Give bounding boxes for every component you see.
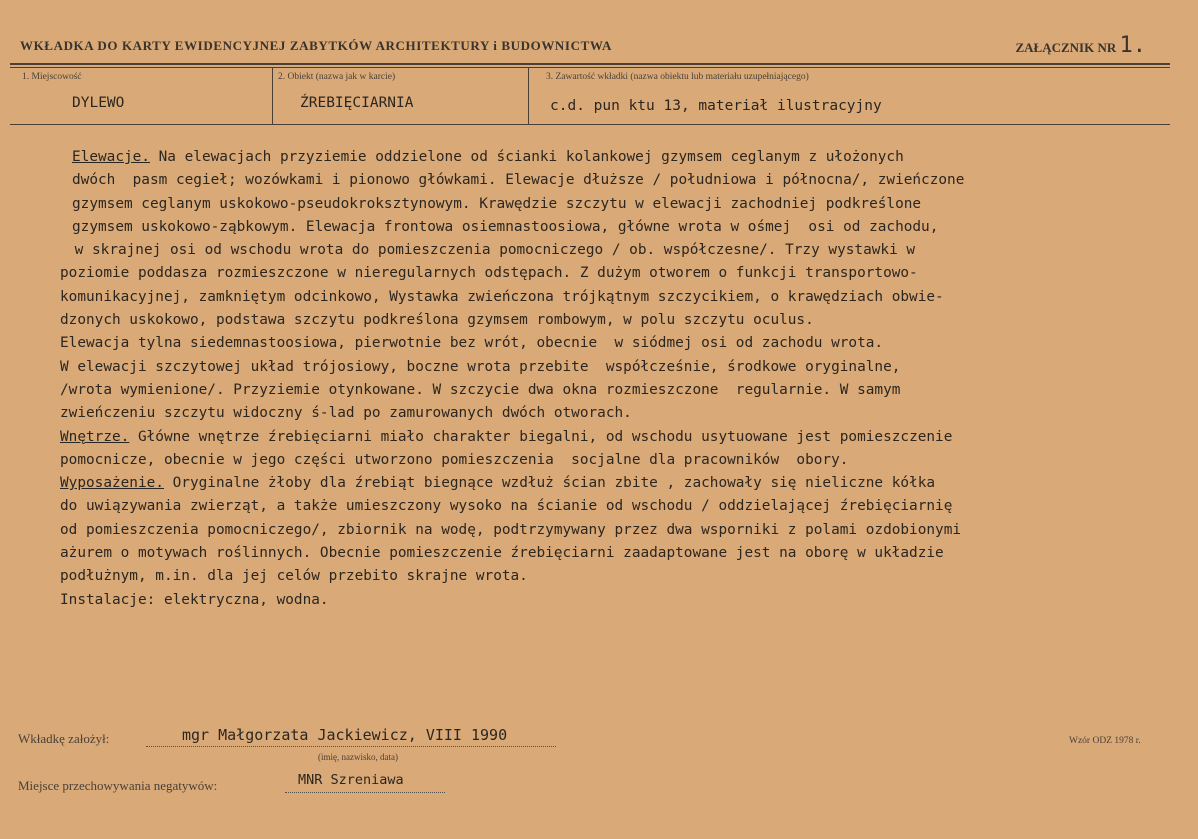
place-label: 1. Miejscowość <box>22 72 82 82</box>
section-heading: Elewacje. <box>72 149 150 165</box>
content-value: c.d. pun ktu 13, materiał ilustracyjny <box>550 98 882 114</box>
text-line <box>60 216 1170 239</box>
text-line <box>60 449 1170 472</box>
header-rule-thin <box>10 67 1170 68</box>
text-line <box>60 169 1170 192</box>
line-text: do uwiązywania zwierząt, a także umieszczony wysoko na ścianie od wschodu / oddzielającej źrebięciarnię <box>60 498 953 515</box>
form-title: WKŁADKA DO KARTY EWIDENCYJNEJ ZABYTKÓW ARCHITEKTURY i BUDOWNICTWA <box>20 38 612 53</box>
negatives-label: Miejsce przechowywania negatywów: <box>18 778 218 793</box>
text-line <box>60 332 1170 355</box>
line-text: Oryginalne żłoby dla źrebiąt biegnące wzdłuż ścian zbite , zachowały się nieliczne kółka <box>163 475 936 492</box>
field-divider-2 <box>528 67 529 125</box>
negatives-dotted-line <box>285 792 445 793</box>
line-text: gzymsem uskokowo-ząbkowym. Elewacja frontowa osiemnastoosiowa, główne wrota w ośmej osi od zachodu, <box>72 218 939 235</box>
text-line <box>60 565 1170 588</box>
line-text: komunikacyjnej, zamkniętym odcinkowo, Wystawka zwieńczona trójkątnym szczycikiem, o krawędziach obwie- <box>60 288 944 305</box>
text-line <box>60 193 1170 216</box>
line-text: Elewacja tylna siedemnastoosiowa, pierwotnie bez wrót, obecnie w siódmej osi od zachodu wrota. <box>60 335 884 352</box>
text-line <box>60 402 1170 425</box>
text-line <box>60 542 1170 565</box>
object-value: ŹREBIĘCIARNIA <box>300 95 414 111</box>
fields-bottom-rule <box>10 124 1170 125</box>
author-label: Wkładkę założył: <box>18 731 110 746</box>
text-line <box>60 472 1170 495</box>
text-line <box>60 519 1170 542</box>
form-reference: Wzór ODZ 1978 r. <box>1069 736 1141 746</box>
negatives-value: MNR Szreniawa <box>298 772 404 788</box>
line-text: od pomieszczenia pomocniczego/, zbiornik na wodę, podtrzymywany przez dwa wsporniki z polami ozdobionymi <box>60 521 962 538</box>
text-line <box>60 146 1170 169</box>
annex-number-value: 1. <box>1119 33 1146 58</box>
text-line <box>60 426 1170 449</box>
text-line <box>60 239 1170 262</box>
text-line <box>60 495 1170 518</box>
line-text: ażurem o motywach roślinnych. Obecnie pomieszczenie źrebięciarni zaadaptowane jest na oborę w układzie <box>60 545 944 562</box>
section-heading: Wnętrze. <box>60 428 130 445</box>
text-line <box>60 356 1170 379</box>
line-text: /wrota wymienione/. Przyziemie otynkowane. W szczycie dwa okna rozmieszczone regularnie. W samym <box>60 381 901 398</box>
author-value: mgr Małgorzata Jackiewicz, VIII 1990 <box>182 726 508 744</box>
text-line <box>60 262 1170 285</box>
text-line <box>60 379 1170 402</box>
line-text: gzymsem ceglanym uskokowo-pseudokroksztynowym. Krawędzie szczytu w elewacji zachodniej podkreślone <box>72 195 922 212</box>
line-text: dwóch pasm cegieł; wozówkami i pionowo główkami. Elewacje dłuższe / południowa i północna/, zwieńczone <box>72 172 965 189</box>
annex-number <box>1015 33 1146 58</box>
place-value: DYLEWO <box>72 95 125 111</box>
line-text: podłużnym, m.in. dla jej celów przebito skrajne wrota. <box>60 568 528 585</box>
line-text: W elewacji szczytowej układ trójosiowy, boczne wrota przebite współcześnie, środkowe oryginalne, <box>60 358 901 375</box>
line-text: zwieńczeniu szczytu widoczny ś-lad po zamurowanych dwóch otworach. <box>60 405 632 422</box>
line-text: Instalacje: elektryczna, wodna. <box>60 591 329 608</box>
text-line <box>60 286 1170 309</box>
object-label: 2. Obiekt (nazwa jak w karcie) <box>278 72 396 82</box>
line-text: Na elewacjach przyziemie oddzielone od ścianki kolankowej gzymsem ceglanym z ułożonych <box>149 149 904 165</box>
header-rule <box>10 63 1170 65</box>
author-dotted-line <box>146 746 556 747</box>
line-text: w skrajnej osi od wschodu wrota do pomieszczenia pomocniczego / ob. współczesne/. Trzy wystawki w <box>66 242 916 259</box>
line-text: Główne wnętrze źrebięciarni miało charakter biegalni, od wschodu usytuowane jest pomieszczenie <box>129 428 953 445</box>
text-line <box>60 589 1170 612</box>
text-line <box>60 309 1170 332</box>
annex-label: ZAŁĄCZNIK NR <box>1015 40 1117 55</box>
line-text: poziomie poddasza rozmieszczone w nieregularnych odstępach. Z dużym otworem o funkcji transportowo- <box>60 265 918 282</box>
line-text: dzonych uskokowo, podstawa szczytu podkreślona gzymsem rombowym, w polu szczytu oculus. <box>60 312 814 329</box>
description-text <box>60 146 1170 612</box>
content-label: 3. Zawartość wkładki (nazwa obiektu lub materiału uzupełniającego) <box>546 72 809 82</box>
author-hint: (imię, nazwisko, data) <box>318 752 398 762</box>
line-text: pomocnicze, obecnie w jego części utworzono pomieszczenia socjalne dla pracowników obory. <box>60 451 849 468</box>
field-divider-1 <box>272 67 273 125</box>
section-heading: Wyposażenie. <box>60 475 164 492</box>
